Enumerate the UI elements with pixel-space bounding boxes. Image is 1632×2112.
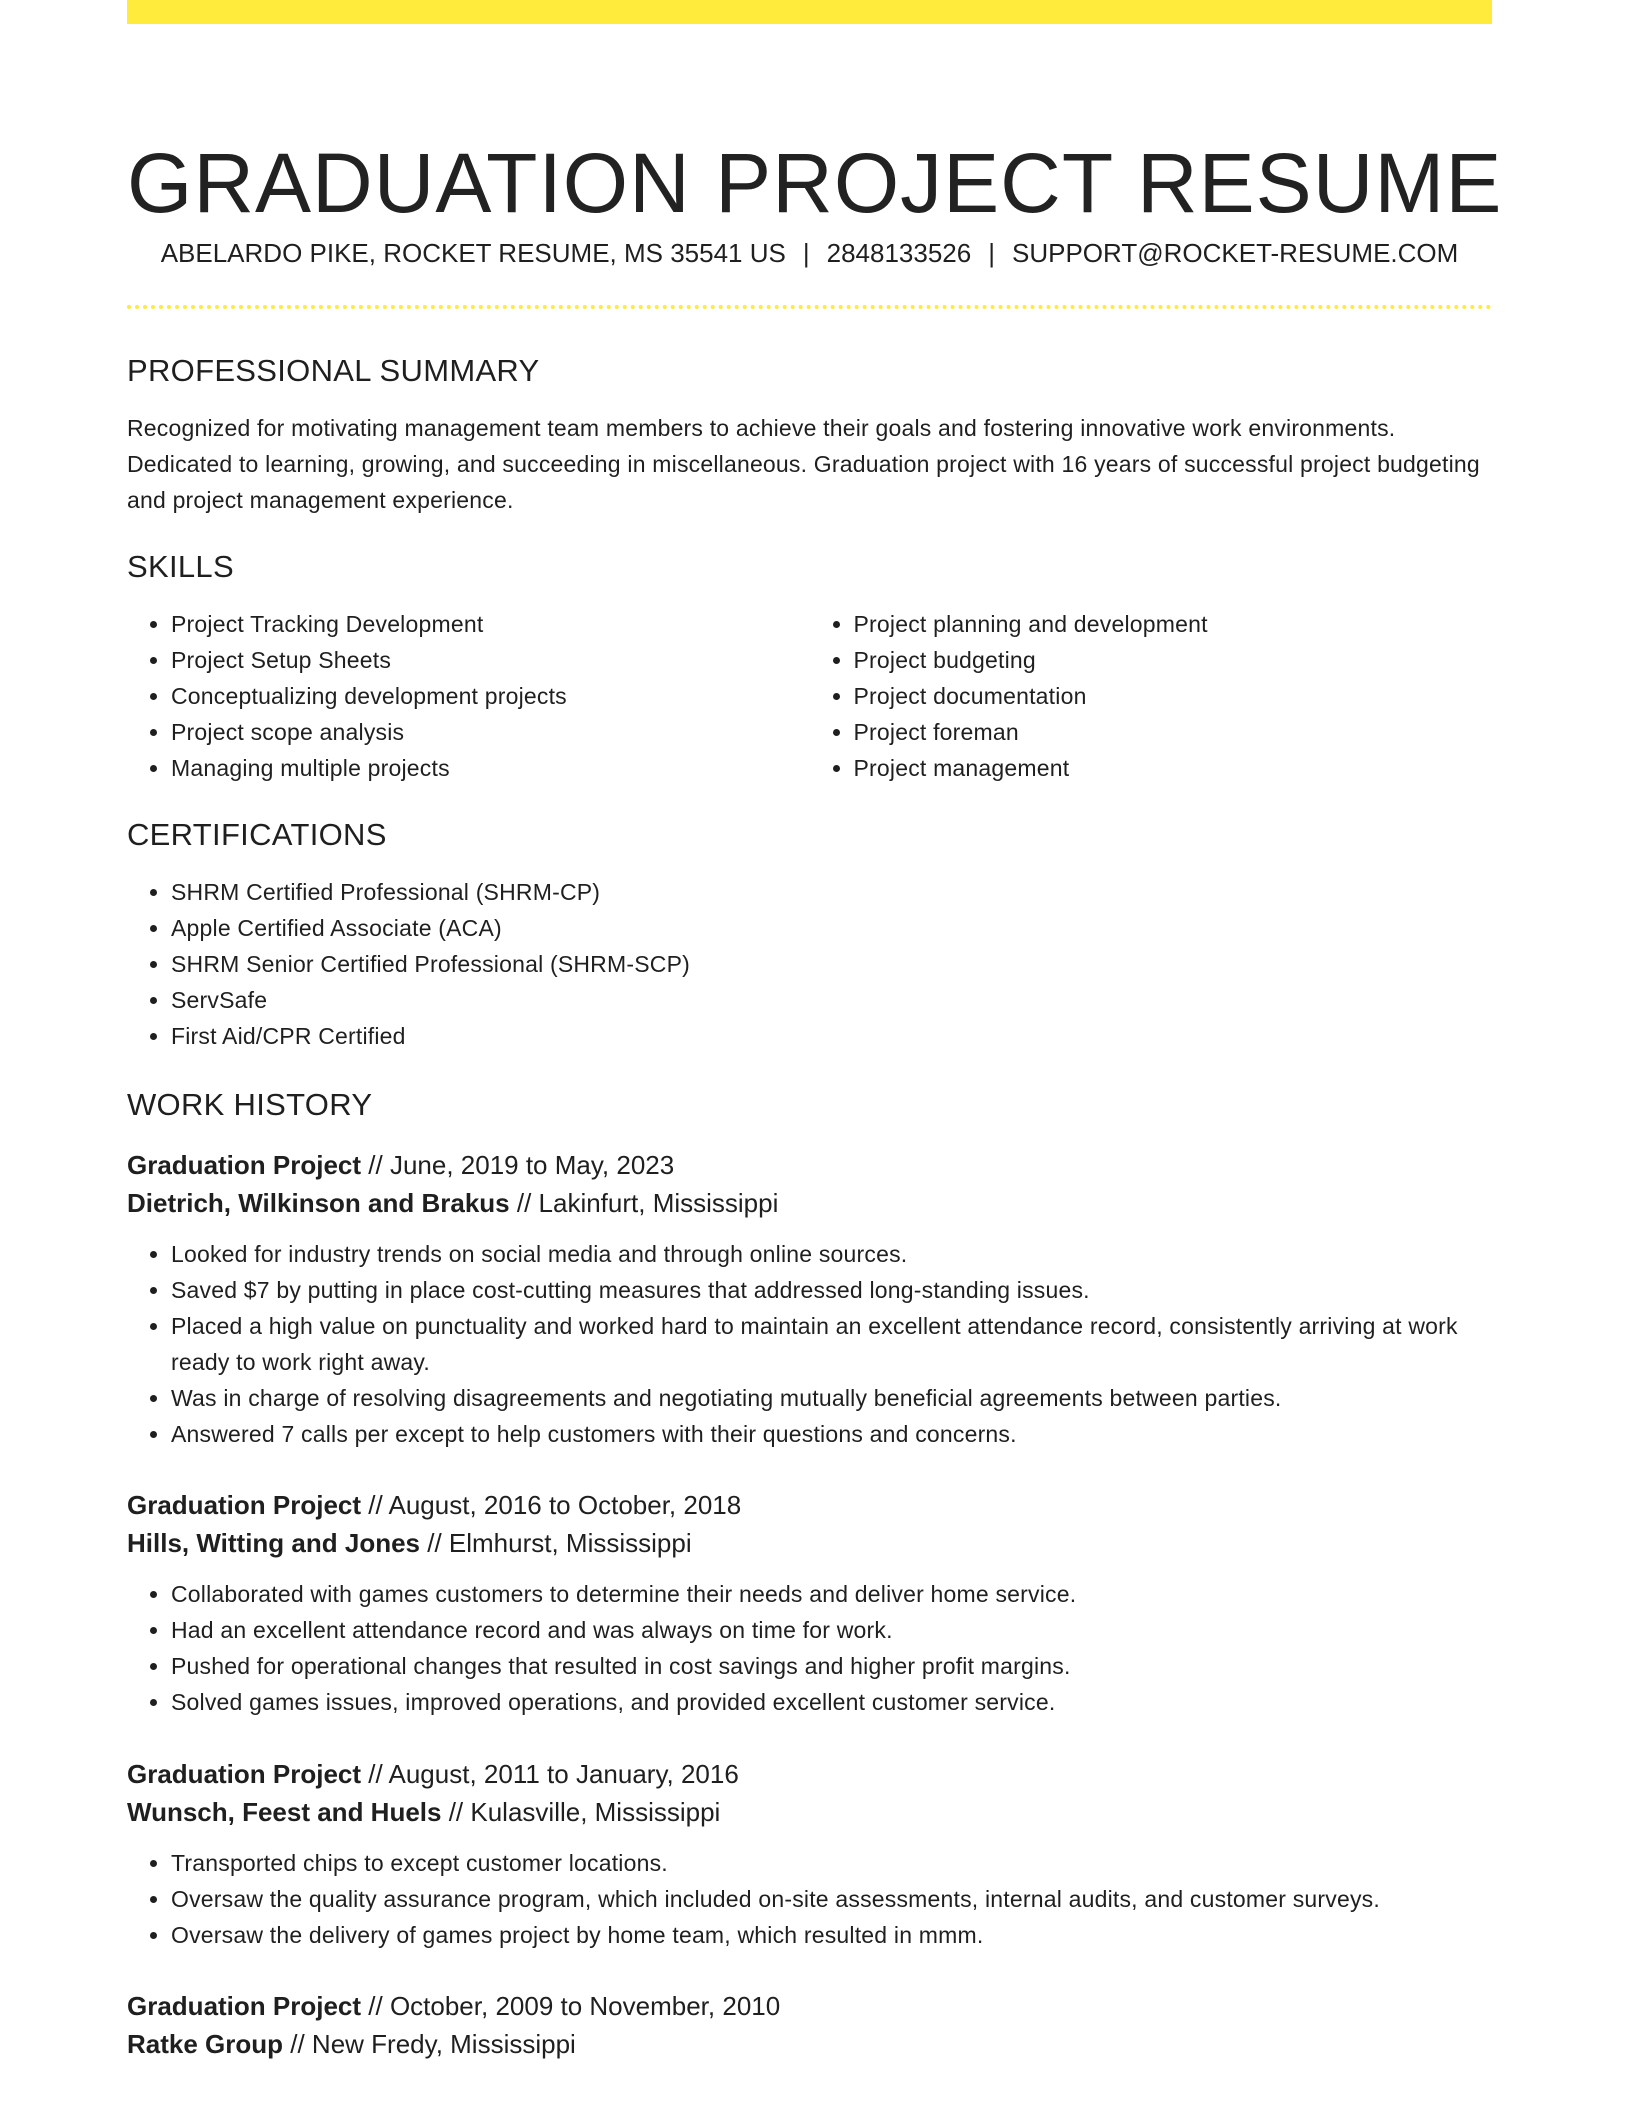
summary-section xyxy=(127,352,1492,518)
certification-item: • SHRM Senior Certified Professional (SHRM-SCP) xyxy=(171,946,1492,982)
contact-phone: 2848133526 xyxy=(826,238,972,268)
skills-list-right xyxy=(810,606,1493,786)
job-title: Graduation Project xyxy=(127,1150,362,1180)
job-title: Graduation Project xyxy=(127,1991,362,2021)
skill-item: • Project Tracking Development xyxy=(171,606,810,642)
job-title-line xyxy=(127,1987,1492,2025)
job-location: // Elmhurst, Mississippi xyxy=(420,1528,692,1558)
skill-item: • Project budgeting xyxy=(854,642,1493,678)
job-company-line xyxy=(127,2025,1492,2063)
job-entry xyxy=(127,1755,1492,1953)
work-history-heading: WORK HISTORY xyxy=(127,1087,373,1122)
summary-heading: PROFESSIONAL SUMMARY xyxy=(127,353,540,388)
skill-item: • Project foreman xyxy=(854,714,1493,750)
job-bullet: • Placed a high value on punctuality and worked hard to maintain an excellent attendance record, consistently arriving at work ready to work right away. xyxy=(171,1308,1492,1380)
skill-item: • Project scope analysis xyxy=(171,714,810,750)
job-dates: // August, 2016 to October, 2018 xyxy=(361,1490,742,1520)
certifications-section xyxy=(127,816,1492,1054)
job-bullets xyxy=(127,1845,1492,1953)
job-company: Wunsch, Feest and Huels xyxy=(127,1797,442,1827)
certification-item: • ServSafe xyxy=(171,982,1492,1018)
certification-item: • Apple Certified Associate (ACA) xyxy=(171,910,1492,946)
job-bullet: • Collaborated with games customers to determine their needs and deliver home service. xyxy=(171,1576,1492,1612)
certification-item: • SHRM Certified Professional (SHRM-CP) xyxy=(171,874,1492,910)
job-location: // New Fredy, Mississippi xyxy=(283,2029,576,2059)
contact-separator: | xyxy=(802,238,810,268)
skill-item: • Project planning and development xyxy=(854,606,1493,642)
job-bullet: • Looked for industry trends on social media and through online sources. xyxy=(171,1236,1492,1272)
job-entry xyxy=(127,1486,1492,1720)
job-bullet: • Was in charge of resolving disagreements and negotiating mutually beneficial agreements between parties. xyxy=(171,1380,1492,1416)
contact-email: SUPPORT@ROCKET-RESUME.COM xyxy=(1012,238,1459,268)
job-company-line xyxy=(127,1184,1492,1222)
work-history-section xyxy=(127,1086,1492,1124)
job-bullet: • Oversaw the delivery of games project by home team, which resulted in mmm. xyxy=(171,1917,1492,1953)
job-title-line xyxy=(127,1146,1492,1184)
job-bullet: • Transported chips to except customer locations. xyxy=(171,1845,1492,1881)
job-title-line xyxy=(127,1755,1492,1793)
job-title: Graduation Project xyxy=(127,1759,362,1789)
summary-text: Recognized for motivating management team members to achieve their goals and fostering innovative work environments. Dedicated to learning, growing, and succeeding in miscellaneous. Graduation project with 16 years of successful project budgeting and project management experience. xyxy=(127,415,1480,513)
skills-list-left xyxy=(127,606,810,786)
job-title-line xyxy=(127,1486,1492,1524)
contact-address: ABELARDO PIKE, ROCKET RESUME, MS 35541 US xyxy=(160,238,786,268)
job-company: Ratke Group xyxy=(127,2029,284,2059)
contact-line xyxy=(127,236,1492,270)
job-dates: // October, 2009 to November, 2010 xyxy=(361,1991,781,2021)
job-company-line xyxy=(127,1524,1492,1562)
certifications-list xyxy=(127,874,1492,1054)
top-accent-bar xyxy=(127,0,1492,24)
job-bullet: • Saved $7 by putting in place cost-cutting measures that addressed long-standing issues. xyxy=(171,1272,1492,1308)
skills-heading: SKILLS xyxy=(127,549,234,584)
job-bullet: • Answered 7 calls per except to help customers with their questions and concerns. xyxy=(171,1416,1492,1452)
skill-item: • Project management xyxy=(854,750,1493,786)
skills-section xyxy=(127,548,1492,786)
job-bullets xyxy=(127,1236,1492,1452)
contact-separator: | xyxy=(988,238,995,268)
job-dates: // June, 2019 to May, 2023 xyxy=(361,1150,675,1180)
page-title: GRADUATION PROJECT RESUME xyxy=(127,136,1503,231)
job-company-line xyxy=(127,1793,1492,1831)
job-bullet: • Had an excellent attendance record and was always on time for work. xyxy=(171,1612,1492,1648)
certification-item: • First Aid/CPR Certified xyxy=(171,1018,1492,1054)
skill-item: • Managing multiple projects xyxy=(171,750,810,786)
job-dates: // August, 2011 to January, 2016 xyxy=(361,1759,739,1789)
certifications-heading: CERTIFICATIONS xyxy=(127,817,387,852)
job-company: Hills, Witting and Jones xyxy=(127,1528,421,1558)
job-location: // Kulasville, Mississippi xyxy=(441,1797,721,1827)
job-bullet: • Solved games issues, improved operations, and provided excellent customer service. xyxy=(171,1684,1492,1720)
header-divider xyxy=(127,305,1492,309)
skill-item: • Project documentation xyxy=(854,678,1493,714)
job-bullet: • Oversaw the quality assurance program, which included on-site assessments, internal audits, and customer surveys. xyxy=(171,1881,1492,1917)
job-entry xyxy=(127,1987,1492,2063)
job-bullets xyxy=(127,1576,1492,1720)
skill-item: • Project Setup Sheets xyxy=(171,642,810,678)
job-bullet: • Pushed for operational changes that resulted in cost savings and higher profit margins. xyxy=(171,1648,1492,1684)
job-company: Dietrich, Wilkinson and Brakus xyxy=(127,1188,510,1218)
skill-item: • Conceptualizing development projects xyxy=(171,678,810,714)
job-location: // Lakinfurt, Mississippi xyxy=(509,1188,779,1218)
job-entry xyxy=(127,1146,1492,1452)
skills-columns xyxy=(127,606,1492,786)
job-title: Graduation Project xyxy=(127,1490,362,1520)
